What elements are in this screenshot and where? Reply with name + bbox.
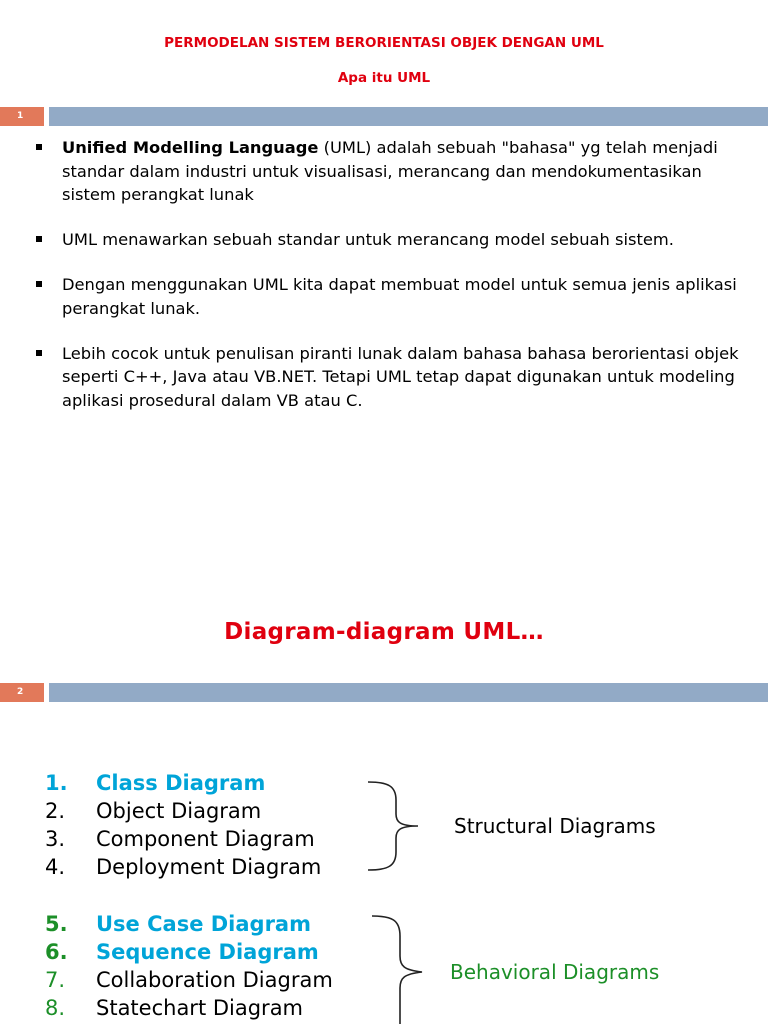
slide-subtitle: Apa itu UML: [337, 70, 431, 86]
list-item: [45, 825, 321, 853]
bullet-square-icon: [36, 236, 42, 242]
list-item: [45, 910, 333, 938]
bullet-square-icon: [36, 281, 42, 287]
slide-number: 2: [0, 683, 44, 702]
header-rule: [49, 683, 768, 702]
item-name: Collaboration Diagram: [96, 968, 333, 992]
bullet-bold-term: Unified Modelling Language: [62, 138, 319, 157]
bullet-text: Dengan menggunakan UML kita dapat membuat model untuk semua jenis aplikasi perangkat lunak.: [62, 275, 737, 318]
item-name: Component Diagram: [96, 827, 315, 851]
bullet-square-icon: [36, 350, 42, 356]
item-number: 7.: [45, 968, 66, 992]
list-item: [45, 938, 333, 966]
curly-brace-icon: [366, 778, 426, 874]
item-number: 3.: [45, 827, 66, 851]
list-item: [45, 797, 321, 825]
list-item: [45, 853, 321, 881]
item-number: 5.: [45, 912, 68, 936]
bullet-list: [36, 136, 756, 434]
bullet-item: [36, 342, 756, 413]
behavioral-diagrams-label: Behavioral Diagrams: [450, 960, 660, 984]
list-item: [45, 994, 333, 1022]
slide-header-bar: [0, 683, 768, 702]
bullet-item: [36, 136, 756, 207]
slide-header-bar: [0, 107, 768, 126]
curly-brace-icon: [370, 912, 430, 1024]
item-name: Deployment Diagram: [96, 855, 322, 879]
slide-number: 1: [0, 107, 44, 126]
bullet-text: Lebih cocok untuk penulisan piranti lunak dalam bahasa bahasa berorientasi objek seperti C++, Java atau VB.NET. Tetapi UML tetap dapat digunakan untuk modeling aplikasi prosedural dalam VB atau C.: [62, 343, 739, 410]
document-title: PERMODELAN SISTEM BERORIENTASI OBJEK DENGAN UML: [164, 35, 604, 51]
header-rule: [49, 107, 768, 126]
bullet-text: UML menawarkan sebuah standar untuk merancang model sebuah sistem.: [62, 230, 674, 249]
bullet-square-icon: [36, 144, 42, 150]
item-number: 4.: [45, 855, 66, 879]
bullet-item: [36, 228, 756, 252]
item-name: Statechart Diagram: [96, 996, 304, 1020]
list-item: [45, 966, 333, 994]
behavioral-diagram-list: [45, 910, 333, 1022]
item-number: 8.: [45, 996, 66, 1020]
item-name: Sequence Diagram: [96, 940, 319, 964]
bullet-item: [36, 273, 756, 320]
bullet-text: (UML) adalah sebuah "bahasa" yg telah menjadi standar dalam industri untuk visualisasi, merancang dan mendokumentasikan sistem perangkat lunak: [62, 138, 718, 204]
item-name: Use Case Diagram: [96, 912, 311, 936]
item-name: Class Diagram: [96, 771, 266, 795]
structural-diagram-list: [45, 769, 321, 881]
item-number: 1.: [45, 771, 68, 795]
structural-diagrams-label: Structural Diagrams: [454, 814, 656, 838]
section-title: Diagram-diagram UML…: [224, 619, 544, 645]
item-number: 2.: [45, 799, 66, 823]
item-number: 6.: [45, 940, 68, 964]
item-name: Object Diagram: [96, 799, 262, 823]
list-item: [45, 769, 321, 797]
